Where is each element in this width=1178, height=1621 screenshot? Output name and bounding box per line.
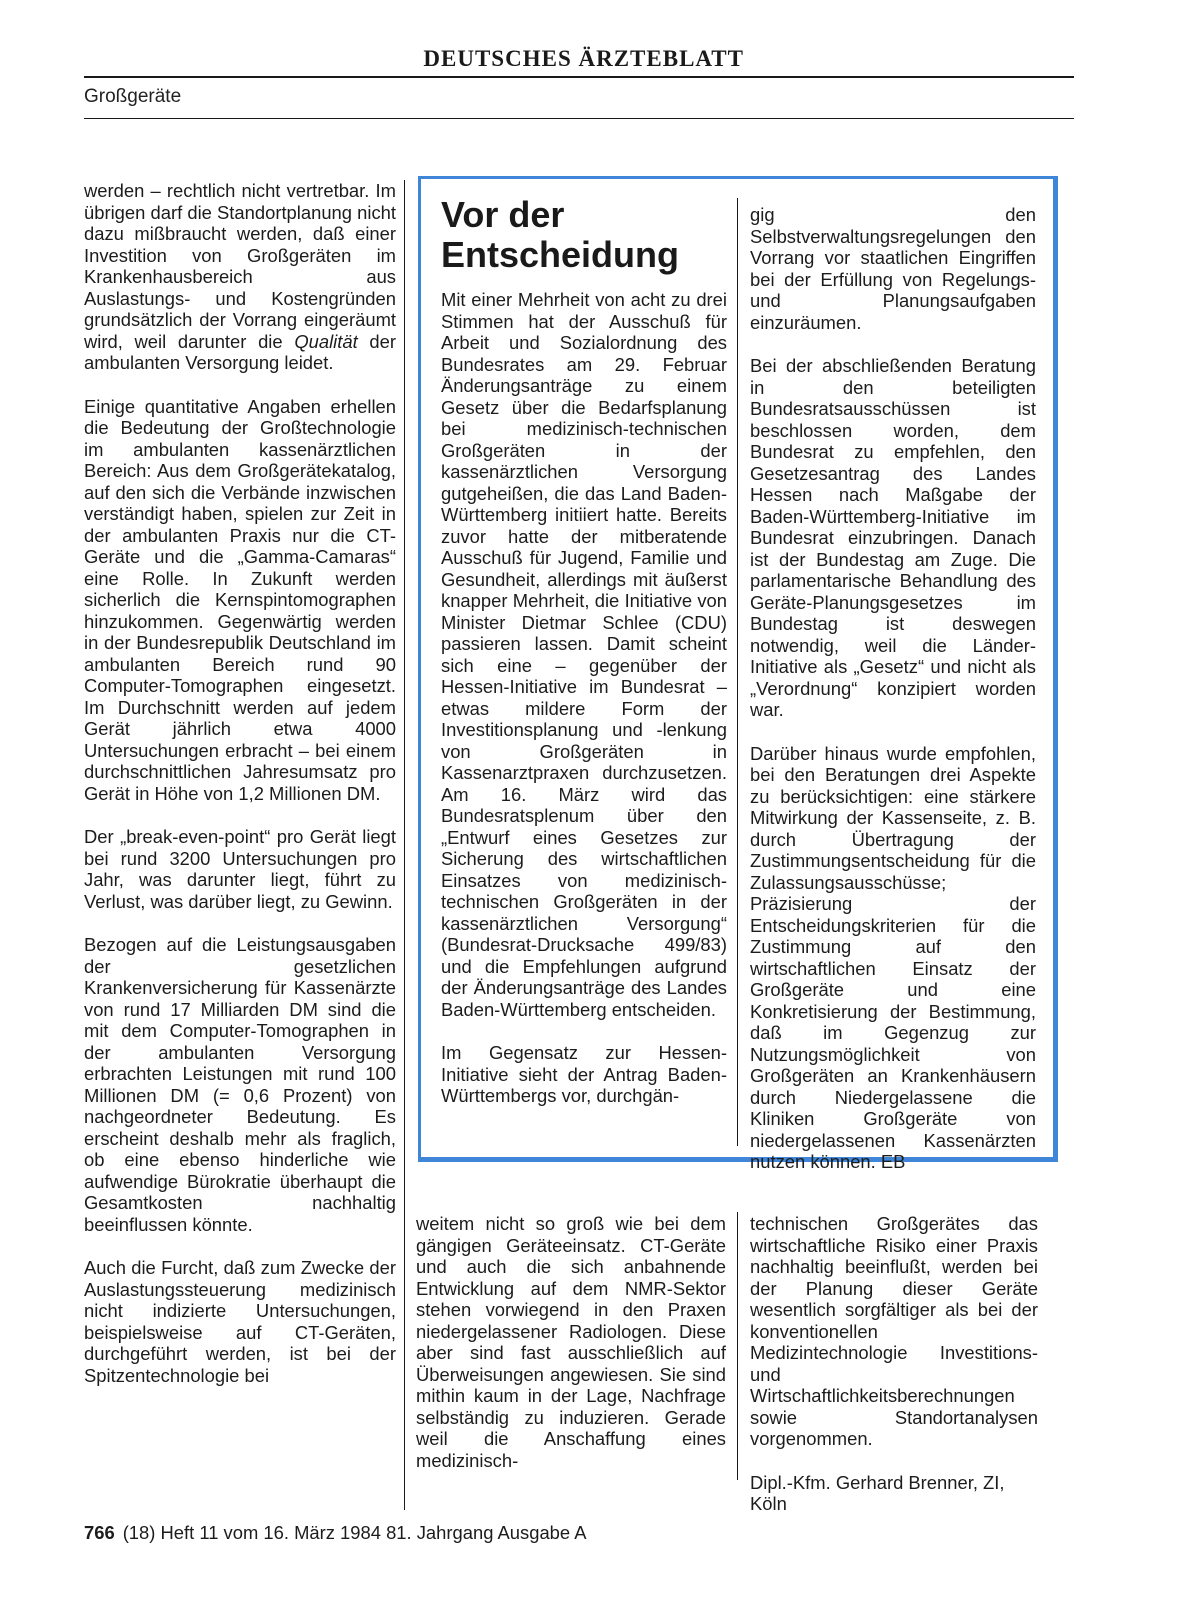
sidebar-column-1 [441,289,727,1107]
masthead: DEUTSCHES ÄRZTEBLATT [423,46,744,71]
sidebar-column-2 [750,204,1036,1173]
sidebar-title: Vor der Entscheidung [441,194,680,275]
text: werden – rechtlich nicht vertretbar. Im übrigen darf die Standortplanung nicht dazu mißbraucht werden, daß einer Investition von Großgeräten im Krankenhausbereich aus Auslastungs- und Kostengründen grundsätzlich der Vorrang eingeräumt wird, weil darunter die [84,180,396,352]
text: der ambulanten Versorgung leidet. [84,330,396,373]
paragraph: Im Gegensatz zur Hessen-Initiative sieht der Antrag Baden-Württembergs vor, durchgän- [441,1042,727,1106]
paragraph: technischen Großgerätes das wirtschaftliche Risiko einer Praxis nachhaltig beeinflußt, werden bei der Planung dieser Geräte wesentlich sorgfältiger als bei der konventionellen Medizintechnologie Investitions- und Wirtschaftlichkeitsberechnungen sowie Standortanalysen vorgenommen. [750,1213,1038,1449]
paragraph: weitem nicht so groß wie bei dem gängigen Geräteeinsatz. CT-Geräte und auch die sich anbahnende Entwicklung auf dem NMR-Sektor stehen vorwiegend in den Praxen niedergelassener Radiologen. Diese aber sind fast ausschließlich auf Überweisungen angewiesen. Sie sind mithin kaum in der Lage, Nachfrage selbständig zu induzieren. Gerade weil die Anschaffung eines medizinisch- [416,1213,726,1471]
author-line: Dipl.-Kfm. Gerhard Brenner, ZI, Köln [750,1471,1005,1514]
article-column-1 [84,180,396,1386]
section-title: Großgeräte [84,86,182,107]
paragraph: Auch die Furcht, daß zum Zwecke der Auslastungssteuerung medizinisch nicht indizierte Untersuchungen, beispielsweise auf CT-Geräten, durchgeführt werden, ist bei der Spitzentechnologie bei [84,1257,396,1386]
paragraph: Einige quantitative Angaben erhellen die Bedeutung der Großtechnologie im ambulanten kassenärztlichen Bereich: Aus dem Großgerätekatalog, auf den sich die Verbände inzwischen verständigt haben, spielen zur Zeit in der ambulanten Praxis nur die CT-Geräte und die „Gamma-Camaras“ eine Rolle. In Zukunft werden sicherlich die Kernspintomographen hinzukommen. Gegenwärtig werden in der Bundesrepublik Deutschland im ambulanten Bereich rund 90 Computer-Tomographen eingesetzt. Im Durchschnitt werden auf jedem Gerät jährlich etwa 4000 Untersuchungen erbracht – bei einem durchschnittlichen Jahresumsatz pro Gerät in Höhe von 1,2 Millionen DM. [84,395,396,804]
article-column-3 [750,1213,1038,1515]
page-number: 766 [84,1522,115,1543]
column-divider [404,180,405,1510]
paragraph: gig den Selbstverwaltungsregelungen den Vorrang vor staatlichen Eingriffen bei der Erfüllung von Regelungs- und Planungsaufgaben einzuräumen. [750,204,1036,333]
issue-info: (18) Heft 11 vom 16. März 1984 81. Jahrgang Ausgabe A [122,1522,587,1543]
article-column-2 [416,1213,726,1471]
emphasis: Qualität [294,330,358,352]
sidebar-column-divider [737,198,738,1146]
paragraph: Bei der abschließenden Beratung in den beteiligten Bundesratsausschüssen ist beschlossen worden, dem Bundesrat zu empfehlen, den Gesetzesantrag des Landes Hessen nach Maßgabe der Baden-Württemberg-Initiative im Bundesrat einzubringen. Danach ist der Bundestag am Zuge. Die parlamentarische Behandlung des Geräte-Planungsgesetzes im Bundestag ist deswegen notwendig, weil die Länder-Initiative als „Gesetz“ und nicht als „Verordnung“ konzipiert worden war. [750,355,1036,720]
paragraph: Bezogen auf die Leistungsausgaben der gesetzlichen Krankenversicherung für Kassenärzte von rund 17 Milliarden DM sind die mit dem Computer-Tomographen in der ambulanten Versorgung erbrachten Leistungen mit rund 100 Millionen DM (= 0,6 Prozent) von nachgeordneter Bedeutung. Es erscheint deshalb mehr als fraglich, ob eine ebenso hinderliche wie aufwendige Bürokratie überhaupt die Gesamtkosten nachhaltig beeinflussen könnte. [84,934,396,1235]
masthead-rule [84,76,1074,78]
paragraph: Darüber hinaus wurde empfohlen, bei den Beratungen drei Aspekte zu berücksichtigen: eine stärkere Mitwirkung der Kassenseite, z. B. durch Übertragung der Zustimmungsentscheidung für die Zulassungsausschüsse; Präzisierung der Entscheidungskriterien für die Zustimmung auf den wirtschaftlichen Einsatz der Großgeräte und eine Konkretisierung der Bestimmung, daß im Gegenzug zur Nutzungsmöglichkeit von Großgeräten an Krankenhäusern durch Niedergelassene die Kliniken Großgeräte von niedergelassenen Kassenärzten nutzen können. EB [750,742,1036,1172]
column-divider [737,1212,738,1480]
section-rule [84,118,1074,119]
page-footer [84,1522,586,1544]
paragraph: Der „break-even-point“ pro Gerät liegt bei rund 3200 Untersuchungen pro Jahr, was darunter liegt, führt zu Verlust, was darüber liegt, zu Gewinn. [84,826,396,912]
paragraph [84,180,396,374]
paragraph: Mit einer Mehrheit von acht zu drei Stimmen hat der Ausschuß für Arbeit und Sozialordnung des Bundesrates am 29. Februar Änderungsanträge zu einem Gesetz über die Bedarfsplanung bei medizinisch-technischen Großgeräten in der kassenärztlichen Versorgung gutgeheißen, die das Land Baden-Württemberg initiiert hatte. Bereits zuvor hatte der mitberatende Ausschuß für Jugend, Familie und Gesundheit, allerdings mit äußerst knapper Mehrheit, die Initiative von Minister Dietmar Schlee (CDU) passieren lassen. Damit scheint sich eine – gegenüber der Hessen-Initiative im Bundesrat – etwas mildere Form der Investitionsplanung und -lenkung von Großgeräten in Kassenarztpraxen durchzusetzen. Am 16. März wird das Bundesratsplenum über den „Entwurf eines Gesetzes zur Sicherung des wirtschaftlichen Einsatzes von medizinisch-technischen Großgeräten in der kassenärztlichen Versorgung“ (Bundesrat-Drucksache 499/83) und die Empfehlungen aufgrund der Änderungsanträge des Landes Baden-Württemberg entscheiden. [441,289,727,1020]
